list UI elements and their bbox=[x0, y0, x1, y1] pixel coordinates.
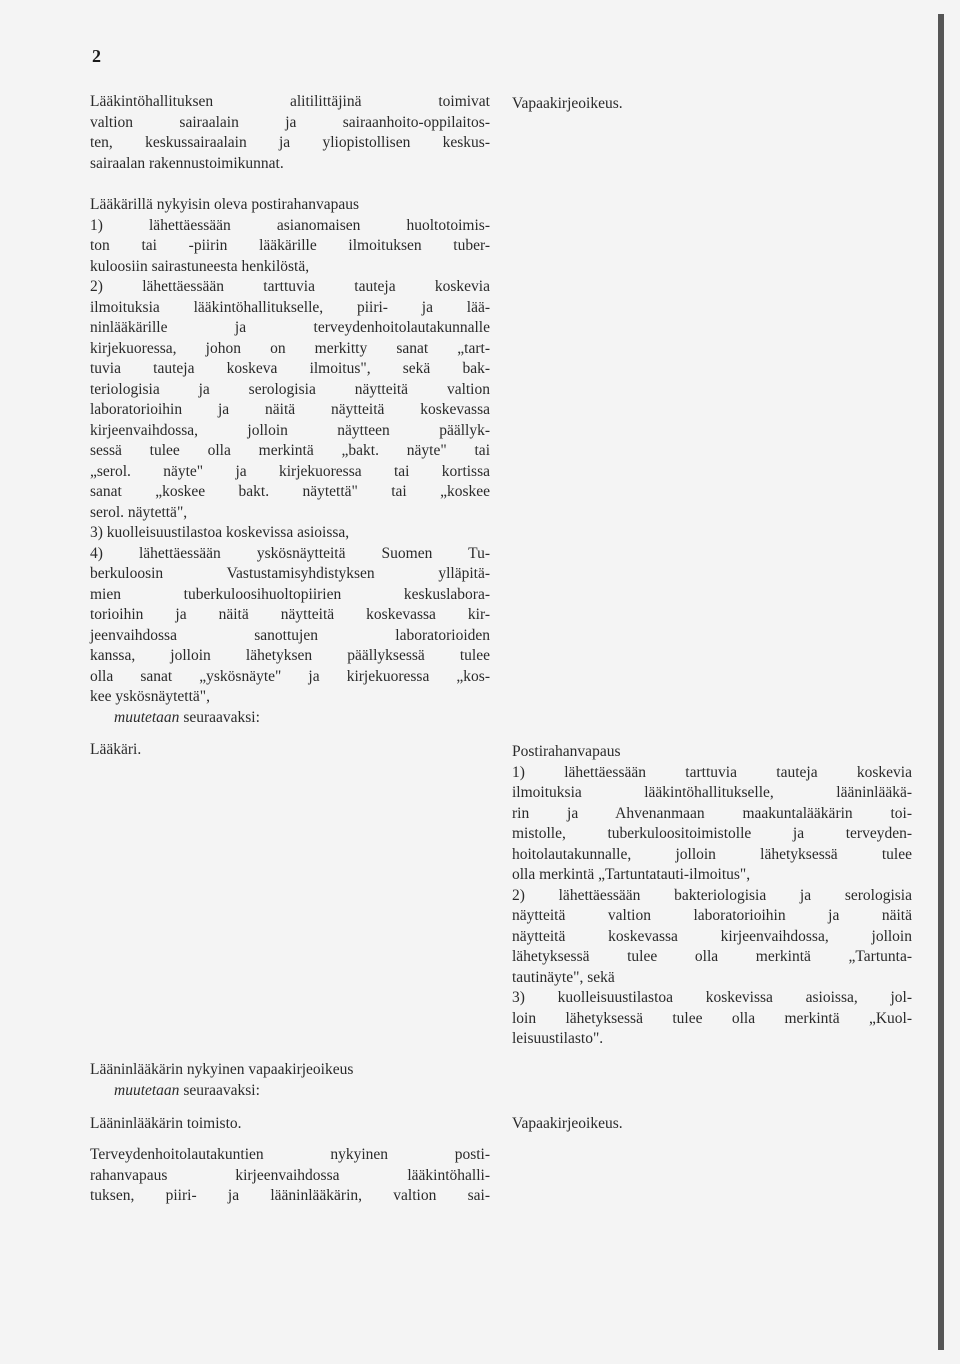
text-line: torioihin ja näitä näytteitä koskevassa kir- bbox=[90, 606, 490, 623]
text-line: valtion sairaalain ja sairaanhoito-oppilaitos- bbox=[90, 113, 490, 131]
paragraph-text bbox=[90, 1145, 490, 1207]
paragraph-text bbox=[512, 763, 912, 1050]
text-line: Terveydenhoitolautakuntien nykyinen posti- bbox=[90, 1146, 490, 1163]
text-line: teriologisia ja serologisia näytteitä valtion bbox=[90, 380, 490, 398]
paragraph-text bbox=[90, 92, 490, 174]
text-line: mistolle, tuberkuloositoimistolle ja terveyden- bbox=[512, 825, 912, 842]
text-line: tautinäyte", sekä bbox=[512, 968, 615, 986]
text-line: näytteitä koskevassa kirjeenvaihdossa, jolloin bbox=[512, 927, 912, 945]
section-heading: Vapaakirjeoikeus. bbox=[512, 95, 623, 112]
right-heading-vapaakirjeoikeus-2 bbox=[512, 1114, 912, 1135]
left-paragraph-6 bbox=[90, 1145, 490, 1207]
text-line: 1) lähettäessään tarttuvia tauteja koskevia bbox=[512, 763, 912, 781]
paragraph-text bbox=[90, 195, 490, 708]
section-heading: Lääninlääkärin toimisto. bbox=[90, 1115, 242, 1132]
text-line: serol. näytettä", bbox=[90, 503, 188, 521]
right-paragraph-2 bbox=[512, 742, 912, 1050]
page-number: 2 bbox=[92, 46, 101, 66]
text-line: sairaalan rakennustoimikunnat. bbox=[90, 154, 284, 172]
text-line: Lääkintöhallituksen alitilittäjinä toimivat bbox=[90, 93, 490, 110]
text-line: ilmoituksia lääkintöhallitukselle, piiri- ja lää- bbox=[90, 298, 490, 316]
paragraph-closing-line bbox=[90, 1081, 490, 1102]
text-line: tuksen, piiri- ja lääninlääkärin, valtion sai- bbox=[90, 1187, 490, 1204]
text-line: olla sanat „yskösnäyte" ja kirjekuoressa „kos- bbox=[90, 667, 490, 685]
left-heading-laakari bbox=[90, 740, 490, 761]
left-heading-toimisto bbox=[90, 1114, 490, 1135]
text-line: Lääkärillä nykyisin oleva postirahanvapaus bbox=[90, 196, 360, 213]
italic-word: muutetaan bbox=[114, 708, 180, 726]
text-line: kirjeenvaihdossa, jolloin näytteen päällyk- bbox=[90, 421, 490, 439]
text-line: 2) lähettäessään tarttuvia tauteja koskevia bbox=[90, 278, 490, 295]
text-line: hoitolautakunnalle, jolloin lähetyksessä tulee bbox=[512, 845, 912, 863]
left-paragraph-4 bbox=[90, 1060, 490, 1101]
text-line: kee yskösnäytettä", bbox=[90, 688, 210, 705]
text-line: berkuloosin Vastustamisyhdistyksen ylläpitä- bbox=[90, 565, 490, 582]
text-line: tuvia tauteja koskeva ilmoitus", sekä bak- bbox=[90, 360, 490, 377]
text-line: näytteitä valtion laboratorioihin ja näitä bbox=[512, 907, 912, 924]
right-heading-vapaakirjeoikeus-1 bbox=[512, 94, 912, 115]
text-line: 4) lähettäessään yskösnäytteitä Suomen Tu- bbox=[90, 544, 490, 562]
text-line: 3) kuolleisuustilastoa koskevissa asioissa, jol- bbox=[512, 989, 912, 1006]
text-line: 3) kuolleisuustilastoa koskevissa asioissa, bbox=[90, 524, 350, 541]
text-line: ilmoituksia lääkintöhallitukselle, lääninlääkä- bbox=[512, 784, 912, 801]
closing-text: seuraavaksi: bbox=[179, 1081, 260, 1099]
text-line: lähetyksessä tulee olla merkintä „Tartunta- bbox=[512, 948, 912, 965]
text-line: rin ja Ahvenanmaan maakuntalääkärin toi- bbox=[512, 804, 912, 822]
text-line: 1) lähettäessään asianomaisen huoltotoimis- bbox=[90, 216, 490, 234]
paragraph-closing-line bbox=[90, 708, 490, 729]
text-line: laboratorioihin ja näitä näytteitä koskevassa bbox=[90, 401, 490, 418]
section-heading: Postirahanvapaus bbox=[512, 743, 621, 760]
section-heading: Lääkäri. bbox=[90, 741, 142, 758]
text-line: sessä tulee olla merkintä „bakt. näyte" tai bbox=[90, 442, 490, 459]
text-line: ten, keskussairaalain ja yliopistollisen keskus- bbox=[90, 134, 490, 151]
left-paragraph-1 bbox=[90, 92, 490, 174]
left-paragraph-2 bbox=[90, 195, 490, 728]
section-heading: Vapaakirjeoikeus. bbox=[512, 1115, 623, 1132]
text-line: mien tuberkuloosihuoltopiirien keskuslabora- bbox=[90, 585, 490, 603]
italic-word: muutetaan bbox=[114, 1081, 180, 1099]
text-line: 2) lähettäessään bakteriologisia ja serologisia bbox=[512, 886, 912, 904]
text-line: kirjekuoressa, johon on merkitty sanat „tart- bbox=[90, 339, 490, 357]
text-line: olla merkintä „Tartuntatauti-ilmoitus", bbox=[512, 866, 751, 883]
text-line: „serol. näyte" ja kirjekuoressa tai kortissa bbox=[90, 462, 490, 480]
page-edge-rule bbox=[938, 14, 944, 1350]
text-line: ninlääkärille ja terveydenhoitolautakunnalle bbox=[90, 319, 490, 336]
text-line: rahanvapaus kirjeenvaihdossa lääkintöhalli- bbox=[90, 1166, 490, 1184]
text-line: ton tai -piirin lääkärille ilmoituksen tuber- bbox=[90, 237, 490, 254]
text-line: leisuustilasto". bbox=[512, 1030, 604, 1047]
text-line: kuloosiin sairastuneesta henkilöstä, bbox=[90, 257, 310, 275]
closing-text: seuraavaksi: bbox=[179, 708, 260, 726]
text-line: loin lähetyksessä tulee olla merkintä „Kuol- bbox=[512, 1009, 912, 1027]
text-line: sanat „koskee bakt. näytettä" tai „koskee bbox=[90, 483, 490, 500]
paragraph-text: Lääninlääkärin nykyinen vapaakirjeoikeus bbox=[90, 1061, 354, 1078]
text-line: jeenvaihdossa sanottujen laboratorioiden bbox=[90, 626, 490, 644]
text-line: kanssa, jolloin lähetyksen päällyksessä tulee bbox=[90, 647, 490, 664]
